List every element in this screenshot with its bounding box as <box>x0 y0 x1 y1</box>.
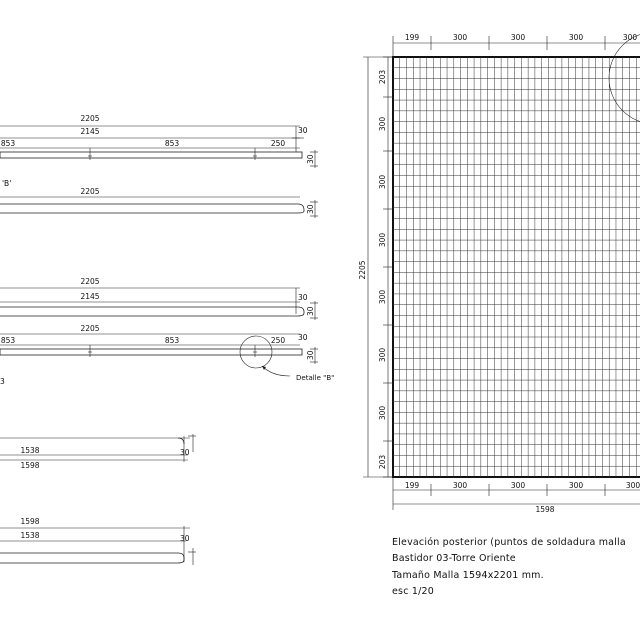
left-dim-5: 300 <box>378 289 387 305</box>
left-dim-3: 300 <box>378 174 387 190</box>
detail-b-callout: Detalle "B" <box>296 374 335 382</box>
dim-seg1-label: 853 <box>0 139 16 148</box>
title-line-2: Bastidor 03-Torre Oriente <box>392 553 516 564</box>
bar-detail-group-c <box>0 324 334 386</box>
title-line-1: Elevación posterior (puntos de soldadura malla <box>392 537 626 548</box>
dim-total-label: 2205 <box>80 187 100 196</box>
left-dim-6: 300 <box>378 347 387 363</box>
stray-label: 3 <box>0 377 5 386</box>
dim-inner-label: 2145 <box>80 292 100 301</box>
dim-inner-label: 1538 <box>20 446 40 455</box>
dim-inner-label: 1538 <box>20 531 40 540</box>
bottom-dim-2: 300 <box>452 481 468 490</box>
detail-leader-line <box>262 366 290 376</box>
bottom-total: 1598 <box>535 505 555 514</box>
leader-arrowhead <box>262 366 266 370</box>
left-dim-8: 203 <box>378 454 387 470</box>
dim-total-label: 2205 <box>80 324 100 333</box>
dim-end-label: 30 <box>298 126 308 135</box>
bar-profile-bent <box>0 204 304 213</box>
top-dim-2: 300 <box>452 33 468 42</box>
dim-side-label: 30 <box>306 350 315 360</box>
dim-seg-end-label: 250 <box>270 336 286 345</box>
elevation-view <box>358 32 640 514</box>
dim-seg2-label: 853 <box>164 139 180 148</box>
top-dim-1: 199 <box>404 33 420 42</box>
dim-side-label: 30 <box>306 204 315 214</box>
short-bar-group-1 <box>0 434 196 470</box>
bar-profile-bent <box>0 307 304 316</box>
mesh-grid <box>393 57 640 477</box>
bar-detail-group-a <box>0 114 318 188</box>
bar-detail-group-a-bottom <box>0 187 318 218</box>
dim-inner-label: 2145 <box>80 127 100 136</box>
dim-total-label: 1598 <box>20 517 40 526</box>
dim-end-label: 30 <box>180 534 190 543</box>
dim-end-label: 30 <box>180 448 190 457</box>
bottom-dim-4: 300 <box>568 481 584 490</box>
top-dim-4: 300 <box>568 33 584 42</box>
left-total: 2205 <box>358 260 367 280</box>
dim-seg2-label: 853 <box>164 336 180 345</box>
short-bar-group-2 <box>0 517 196 565</box>
frame-outline <box>393 57 640 477</box>
left-dim-1: 203 <box>378 69 387 85</box>
left-dim-4: 300 <box>378 232 387 248</box>
dim-end-label: 30 <box>298 293 308 302</box>
dim-total-label: 2205 <box>80 114 100 123</box>
bottom-dim-1: 199 <box>404 481 420 490</box>
dim-total-label: 1598 <box>20 461 40 470</box>
dim-seg1-label: 853 <box>0 336 16 345</box>
top-dim-3: 300 <box>510 33 526 42</box>
note-b-label: 'B' <box>2 179 12 188</box>
title-block <box>391 537 626 597</box>
dim-side-label: 30 <box>306 154 315 164</box>
title-line-3: Tamaño Malla 1594x2201 mm. <box>392 570 544 581</box>
dim-seg-end-label: 250 <box>270 139 286 148</box>
bar-profile-bent <box>0 553 184 563</box>
detail-circle-top-right <box>609 32 640 124</box>
bar-profile <box>0 152 302 158</box>
dim-side-label: 30 <box>306 306 315 316</box>
bar-detail-group-b <box>0 277 318 320</box>
bar-end-bend <box>178 438 184 444</box>
left-dim-7: 300 <box>378 405 387 421</box>
bottom-dim-5: 300 <box>625 481 640 490</box>
dim-total-label: 2205 <box>80 277 100 286</box>
left-dim-2: 300 <box>378 116 387 132</box>
bottom-dim-3: 300 <box>510 481 526 490</box>
title-line-4: esc 1/20 <box>392 586 434 597</box>
top-dim-5: 300 <box>622 33 638 42</box>
dim-end-label: 30 <box>298 333 308 342</box>
